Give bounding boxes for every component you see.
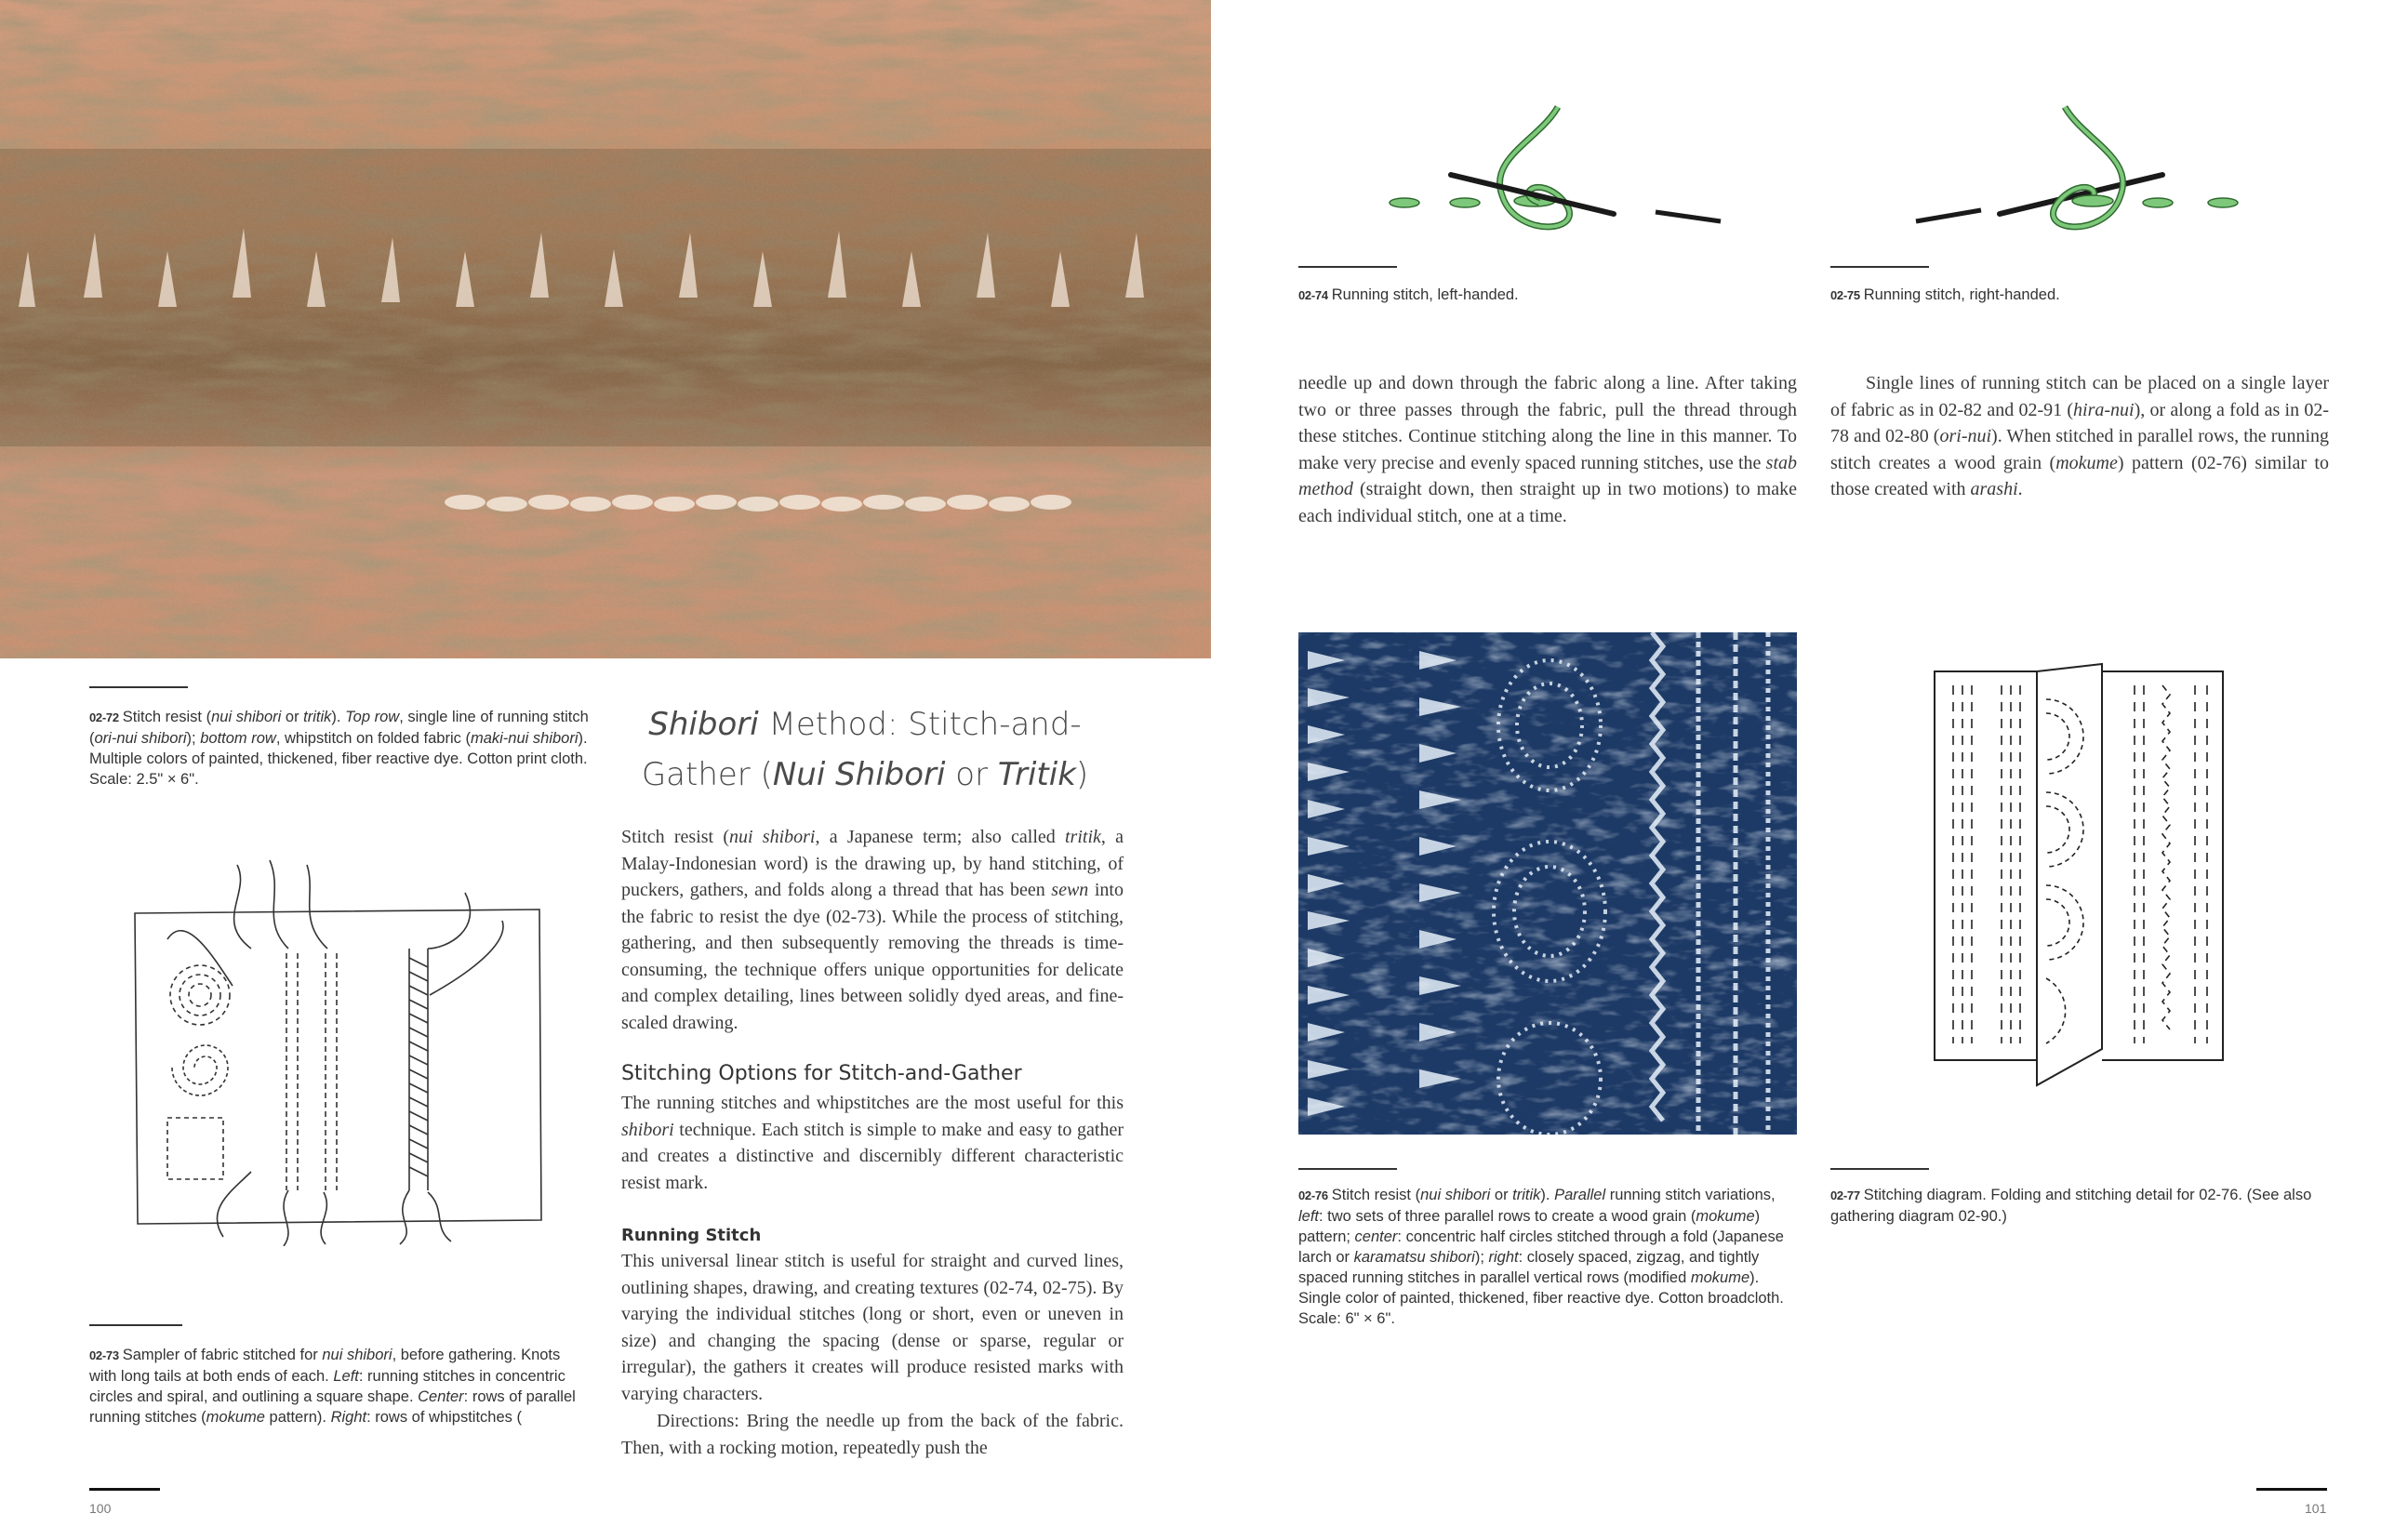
options-paragraph: The running stitches and whipstitches are the most useful for this shibori technique. Each stitch is simple to make and easy to gather and creates a distinctive and discernibly different characteristic resist mark. xyxy=(621,1093,1124,1193)
caption-rule xyxy=(89,686,188,688)
figure-number: 02-75 xyxy=(1830,288,1860,302)
parallel-rows-paragraph: Single lines of running stitch can be placed on a single layer of fabric as in 02-82 and 02-91 (hira-nui), or along a fold as in 02-78 and 02-80 (ori-nui). When stitched in parallel rows, the running stitch creates a wood grain (mokume) pattern (02-76) similar to those created with arashi. xyxy=(1830,373,2329,499)
continuation-paragraph: needle up and down through the fabric along a line. After taking two or three passes through the fabric, pull the thread through these stitches. Continue stitching along the line in this manner. To make very precise and evenly spaced running stitches, use the stab method (straight down, then straight up in two motions) to make each individual stitch, one at a time. xyxy=(1298,373,1797,526)
running-stitch-left-handed-diagram xyxy=(1377,93,1767,251)
caption-02-73: 02-73 Sampler of fabric stitched for nui shibori, before gathering. Knots with long tails at both ends of each. Left: running stitches in concentric circles and spiral, and outlining a square shape. Center: rows of parallel running stitches (mokume pattern). Right: rows of whipstitches ( xyxy=(89,1347,576,1426)
indigo-stitch-resist-fabric-photo xyxy=(1298,632,1797,1135)
caption-rule xyxy=(89,1324,182,1326)
brown-stitch-resist-fabric-photo xyxy=(0,0,1211,658)
figure-number: 02-73 xyxy=(89,1348,119,1362)
caption-rule xyxy=(1298,266,1397,268)
caption-02-74: 02-74 Running stitch, left-handed. xyxy=(1298,286,1519,303)
running-stitch-paragraph: This universal linear stitch is useful for straight and curved lines, outlining shapes, drawing, and creating textures (02-74, 02-75). By varying the individual stitches (long or short, even or uneven in size) and changing the spacing (dense or sparse, regular or irregular), the gathers it creates will produce resisted marks with varying characters. xyxy=(621,1251,1124,1404)
caption-02-77: 02-77 Stitching diagram. Folding and stitching detail for 02-76. (See also gathering diagram 02-90.) xyxy=(1830,1187,2312,1225)
caption-rule xyxy=(1830,266,1929,268)
folio-rule xyxy=(2256,1488,2327,1491)
figure-number: 02-76 xyxy=(1298,1188,1328,1202)
intro-paragraph: Stitch resist (nui shibori, a Japanese term; also called tritik, a Malay-Indonesian word) is the drawing up, by hand stitching, of puckers, gathers, and folds along a thread that has been sewn into the fabric to resist the dye (02-73). While the process of stitching, gathering, and then subsequently removing the threads is time-consuming, the technique offers unique opportunities for delicate and complex detailing, lines between solidly dyed areas, and fine-scaled drawing. xyxy=(621,827,1124,1033)
caption-02-75: 02-75 Running stitch, right-handed. xyxy=(1830,286,2060,303)
caption-rule xyxy=(1830,1168,1929,1170)
page-number: 101 xyxy=(2305,1501,2327,1516)
page-number: 100 xyxy=(89,1501,112,1516)
directions-paragraph: Directions: Bring the needle up from the back of the fabric. Then, with a rocking motion, repeatedly push the xyxy=(621,1411,1124,1458)
figure-number: 02-74 xyxy=(1298,288,1328,302)
subheading-running-stitch: Running Stitch xyxy=(621,1226,762,1245)
running-stitch-right-handed-diagram xyxy=(1907,93,2297,251)
caption-02-76: 02-76 Stitch resist (nui shibori or tritik). Parallel running stitch variations, left: two sets of three parallel rows to create a wood grain (mokume) pattern; center: concentric half circles stitched through a fold (Japanese larch or karamatsu shibori); right: closely spaced, zigzag, and tightly spaced running stitches in parallel vertical rows (modified mokume). Single color of painted, thickened, fiber reactive dye. Cotton broadcloth. Scale: 6" × 6". xyxy=(1298,1187,1784,1327)
figure-number: 02-77 xyxy=(1830,1188,1860,1202)
subheading-stitching-options: Stitching Options for Stitch-and-Gather xyxy=(621,1062,1022,1085)
stitching-fold-diagram xyxy=(1925,662,2232,1090)
stitch-sampler-drawing xyxy=(112,856,558,1246)
folio-rule xyxy=(89,1488,160,1491)
caption-rule xyxy=(1298,1168,1397,1170)
section-title: Shibori Method: Stitch-and- Gather (Nui Shibori or Tritik) xyxy=(641,706,1089,793)
caption-02-72: 02-72 Stitch resist (nui shibori or tritik). Top row, single line of running stitch (ori-nui shibori); bottom row, whipstitch on folded fabric (maki-nui shibori). Multiple colors of painted, thickened, fiber reactive dye. Cotton print cloth. Scale: 2.5" × 6". xyxy=(89,709,589,788)
figure-number: 02-72 xyxy=(89,710,119,724)
